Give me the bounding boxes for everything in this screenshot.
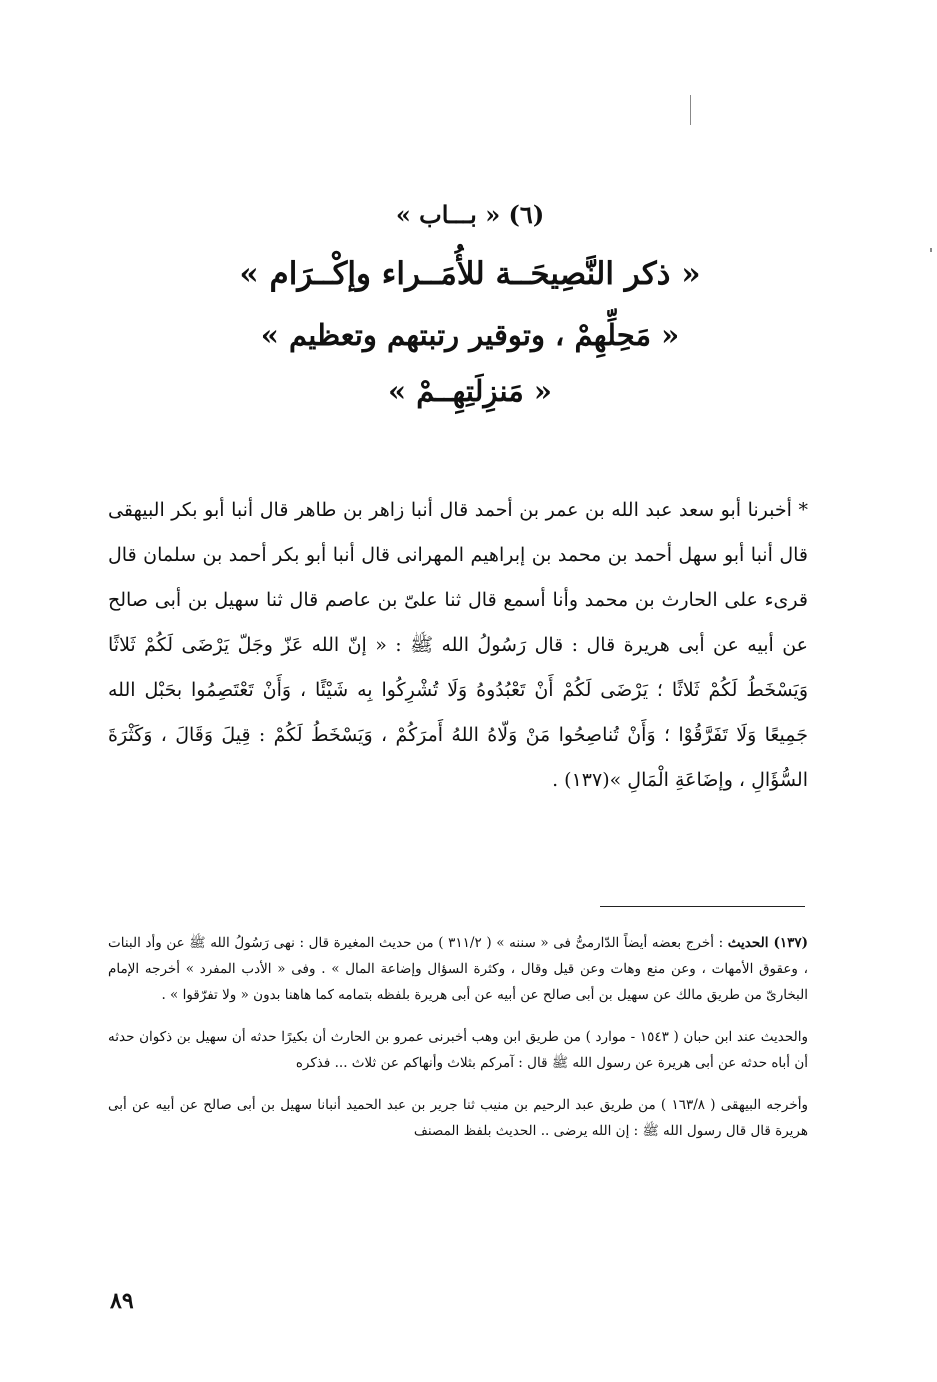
footnote-137-text: : أخرج بعضه أيضاً الدّارمىُّ فى « سننه » ( ٣١١/٢ ) من حديث المغيرة قال : نهى رَسُولُ الله ﷺ عن وأد البنات ، وعقوق الأمهات ، وعن منع وهات وعن قيل وقال ، وكثرة السؤال وإضاعة المال » . وفى « الأدب المفرد » أخرجه الإمام البخارىّ من طريق مالك عن سهيل بن أبى صالح عن أبيه عن أبى هريرة بلفظه بتمامه كما هاهنا بدون « ولا تفرّقوا » . [108,935,808,1003]
scan-mark-right [930,248,932,252]
footnote-separator [600,906,805,907]
hadith-paragraph: * أخبرنا أبو سعد عبد الله بن عمر بن أحمد قال أنبا زاهر بن طاهر قال أنبا أبو بكر البيهقى قال أنبا أبو سهل أحمد بن محمد بن إبراهيم المهرانى قال أنبا أبو بكر أحمد بن سلمان قال قرىء على الحارث بن محمد وأنا أسمع قال ثنا علىّ بن عاصم قال ثنا سهيل بن أبى صالح عن أبيه عن أبى هريرة قال : قال رَسُولُ الله ﷺ : « إنّ الله عَزّ وجَلّ يَرْضَى لَكُمْ ثَلاثًا وَيَسْخَطُ لَكُمْ ثَلاثًا ؛ يَرْضَى لَكُمْ أَنْ تَعْبُدُوهُ وَلَا تُشْرِكُوا بِه شَيْئًا ، وَأَنْ تَعْتَصِمُوا بحَبْل الله جَمِيعًا وَلَا تَفَرَّقُوْا ؛ وَأَنْ تُناصِحُوا مَنْ وَلّاهُ اللهُ أَمرَكُمْ ، وَيَسْخَطُ لَكُمْ : قِيلَ وَقَالَ ، وَكَثْرَةَ السُّؤَالِ ، وإضَاعَةِ الْمَالِ »(١٣٧) . [108,499,808,791]
scan-mark-top [690,95,691,125]
chapter-title-line-1: « ذكر النَّصِيحَــة للأُمَــراء وإكْــرَام » [239,256,701,292]
footnote-reference: (١٣٧) الحديث [727,935,809,951]
footnote-ibn-hibban: والحديث عند ابن حبان ( ١٥٤٣ - موارد ) من طريق ابن وهب أخبرنى عمرو بن الحارث أن بكيرًا حدثه أن سهيل بن ذكوان حدثه أن أباه حدثه عن أبى هريرة عن رسول الله ﷺ قال : آمركم بثلاث وأنهاكم عن ثلاث ... فذكره [108,1029,808,1071]
footnotes [108,930,808,1160]
page-number: ٨٩ [110,1288,134,1314]
chapter-title-line-3: « مَنزِلَتِهِــمْ » [388,374,552,408]
chapter-title-line-2: « مَحِلِّهِمْ ، وتوقير رتبتهم وتعظيم » [260,318,680,352]
footnote-bayhaqi: وأخرجه البيهقى ( ١٦٣/٨ ) من طريق عبد الرحيم بن منيب ثنا جرير بن عبد الحميد أنبانا سهيل بن أبى صالح عن أبيه عن أبى هريرة قال قال رسول الله ﷺ : إن الله يرضى .. الحديث بلفظ المصنف [108,1097,808,1139]
main-text [108,488,808,803]
footnote-137 [108,930,808,1008]
chapter-number: (٦) « بـــاب » [395,200,545,229]
